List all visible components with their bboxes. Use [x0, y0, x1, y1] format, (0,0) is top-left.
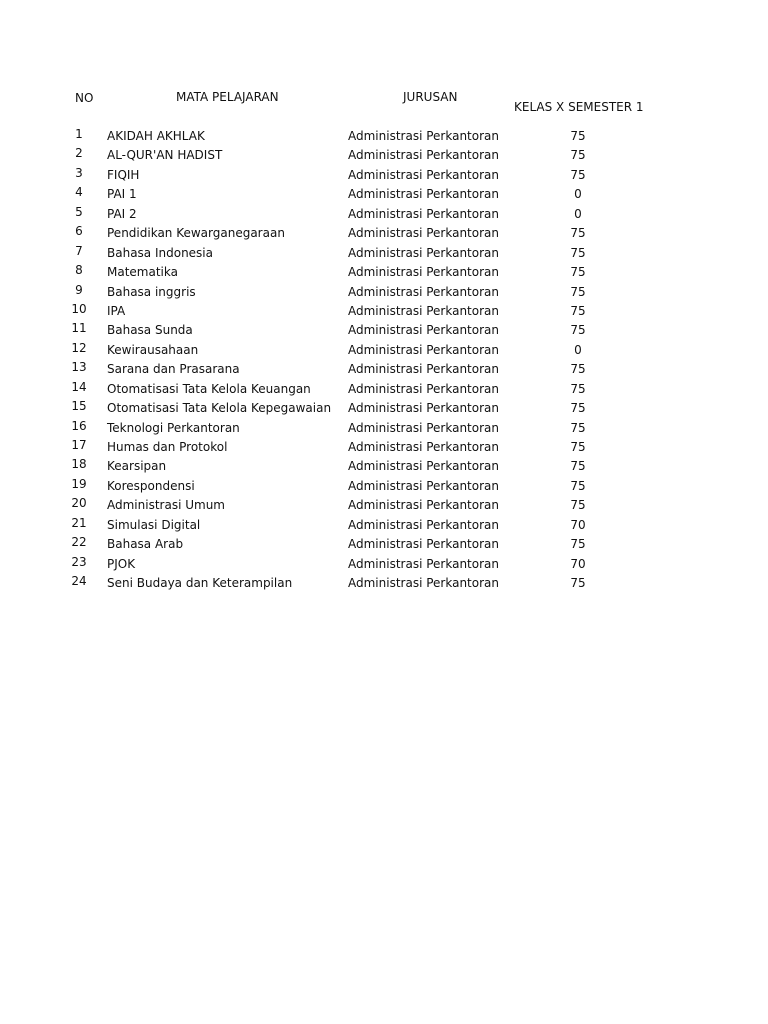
header-jurusan: JURUSAN: [403, 90, 458, 104]
major-name: Administrasi Perkantoran: [348, 556, 499, 571]
subject-name: Simulasi Digital: [107, 517, 201, 532]
table-row: [0, 302, 768, 321]
subject-name: Bahasa Indonesia: [107, 245, 213, 260]
table-row: [0, 244, 768, 263]
grade-value: 75: [570, 576, 586, 591]
major-name: Administrasi Perkantoran: [348, 226, 499, 241]
grade-value: 75: [570, 284, 586, 299]
table-row: [0, 224, 768, 243]
grade-value: 75: [570, 440, 586, 454]
table-row: [0, 185, 768, 204]
subject-name: Humas dan Protokol: [107, 440, 228, 454]
grade-value: 75: [570, 303, 586, 318]
subject-name: Bahasa Sunda: [107, 323, 193, 338]
major-name: Administrasi Perkantoran: [348, 478, 499, 493]
major-name: Administrasi Perkantoran: [348, 401, 499, 416]
grade-value: 70: [570, 556, 586, 571]
header-mata-pelajaran: MATA PELAJARAN: [176, 90, 279, 104]
grade-value: 75: [570, 459, 586, 474]
subject-name: Korespondensi: [107, 478, 195, 493]
table-row: [0, 380, 768, 399]
table-row: [0, 535, 768, 554]
row-number: 13: [71, 360, 87, 375]
row-number: 12: [71, 340, 87, 355]
row-number: 16: [71, 418, 87, 433]
major-name: Administrasi Perkantoran: [348, 265, 499, 280]
table-row: [0, 283, 768, 302]
row-number: 6: [75, 224, 83, 239]
grade-value: 75: [570, 381, 586, 396]
major-name: Administrasi Perkantoran: [348, 498, 499, 513]
subject-name: Otomatisasi Tata Kelola Kepegawaian: [107, 401, 332, 416]
row-number: 19: [71, 476, 87, 491]
major-name: Administrasi Perkantoran: [348, 576, 499, 591]
subject-name: Matematika: [107, 265, 178, 280]
subject-name: Seni Budaya dan Keterampilan: [107, 576, 293, 591]
table-row: [0, 205, 768, 224]
table-row: [0, 457, 768, 476]
table-row: [0, 360, 768, 379]
grade-value: 75: [570, 362, 586, 377]
table-row: [0, 321, 768, 340]
grade-value: 0: [574, 187, 582, 202]
row-number: 14: [71, 379, 87, 394]
grade-value: 70: [570, 517, 586, 532]
row-number: 11: [71, 321, 87, 336]
subject-name: Pendidikan Kewarganegaraan: [107, 226, 285, 241]
row-number: 10: [71, 301, 87, 316]
major-name: Administrasi Perkantoran: [348, 342, 499, 357]
row-number: 20: [71, 496, 87, 511]
subject-name: AKIDAH AKHLAK: [107, 129, 205, 143]
grade-value: 75: [570, 420, 586, 435]
grade-value: 75: [570, 129, 586, 143]
subject-name: FIQIH: [107, 167, 140, 182]
grade-value: 75: [570, 167, 586, 182]
table-row: [0, 399, 768, 418]
subject-name: IPA: [107, 303, 126, 318]
grade-value: 75: [570, 401, 586, 416]
major-name: Administrasi Perkantoran: [348, 167, 499, 182]
row-number: 3: [75, 165, 83, 180]
subject-name: Bahasa inggris: [107, 284, 196, 299]
grade-value: 75: [570, 148, 586, 163]
table-row: [0, 496, 768, 515]
table-row: [0, 263, 768, 282]
subject-name: Administrasi Umum: [107, 498, 225, 513]
subject-name: PAI 1: [107, 187, 137, 202]
row-number: 4: [75, 185, 83, 200]
table-row: [0, 419, 768, 438]
major-name: Administrasi Perkantoran: [348, 459, 499, 474]
table-row: [0, 555, 768, 574]
row-number: 23: [71, 554, 87, 569]
row-number: 24: [71, 574, 87, 589]
subject-name: PAI 2: [107, 206, 137, 221]
row-number: 5: [75, 204, 83, 219]
subject-name: Bahasa Arab: [107, 537, 184, 552]
grade-value: 75: [570, 265, 586, 280]
grade-value: 0: [574, 342, 582, 357]
major-name: Administrasi Perkantoran: [348, 284, 499, 299]
grade-value: 75: [570, 498, 586, 513]
table-row: [0, 341, 768, 360]
table-row: [0, 146, 768, 165]
major-name: Administrasi Perkantoran: [348, 148, 499, 163]
grade-value: 75: [570, 245, 586, 260]
subject-name: Kearsipan: [107, 459, 167, 474]
row-number: 17: [71, 438, 87, 452]
row-number: 1: [75, 127, 83, 141]
grades-table-body: [0, 127, 768, 594]
table-row: [0, 166, 768, 185]
grade-value: 75: [570, 226, 586, 241]
subject-name: AL-QUR'AN HADIST: [107, 148, 223, 163]
header-kelas-semester: KELAS X SEMESTER 1: [514, 100, 644, 114]
table-row: [0, 574, 768, 593]
major-name: Administrasi Perkantoran: [348, 517, 499, 532]
subject-name: Otomatisasi Tata Kelola Keuangan: [107, 381, 311, 396]
major-name: Administrasi Perkantoran: [348, 381, 499, 396]
major-name: Administrasi Perkantoran: [348, 420, 499, 435]
major-name: Administrasi Perkantoran: [348, 323, 499, 338]
major-name: Administrasi Perkantoran: [348, 206, 499, 221]
table-row: [0, 477, 768, 496]
subject-name: Sarana dan Prasarana: [107, 362, 240, 377]
major-name: Administrasi Perkantoran: [348, 537, 499, 552]
grade-value: 75: [570, 537, 586, 552]
grade-value: 0: [574, 206, 582, 221]
row-number: 9: [75, 282, 83, 297]
major-name: Administrasi Perkantoran: [348, 245, 499, 260]
subject-name: PJOK: [107, 556, 136, 571]
major-name: Administrasi Perkantoran: [348, 129, 499, 143]
subject-name: Kewirausahaan: [107, 342, 199, 357]
header-no: NO: [75, 91, 94, 105]
row-number: 18: [71, 457, 87, 472]
grade-value: 75: [570, 478, 586, 493]
row-number: 21: [71, 515, 87, 530]
subject-name: Teknologi Perkantoran: [107, 420, 240, 435]
row-number: 2: [75, 146, 83, 161]
major-name: Administrasi Perkantoran: [348, 362, 499, 377]
major-name: Administrasi Perkantoran: [348, 440, 499, 454]
grade-value: 75: [570, 323, 586, 338]
row-number: 8: [75, 263, 83, 278]
table-row: [0, 127, 768, 146]
major-name: Administrasi Perkantoran: [348, 187, 499, 202]
row-number: 15: [71, 399, 87, 414]
table-row: [0, 516, 768, 535]
row-number: 22: [71, 535, 87, 550]
row-number: 7: [75, 243, 83, 258]
major-name: Administrasi Perkantoran: [348, 303, 499, 318]
table-row: [0, 438, 768, 457]
